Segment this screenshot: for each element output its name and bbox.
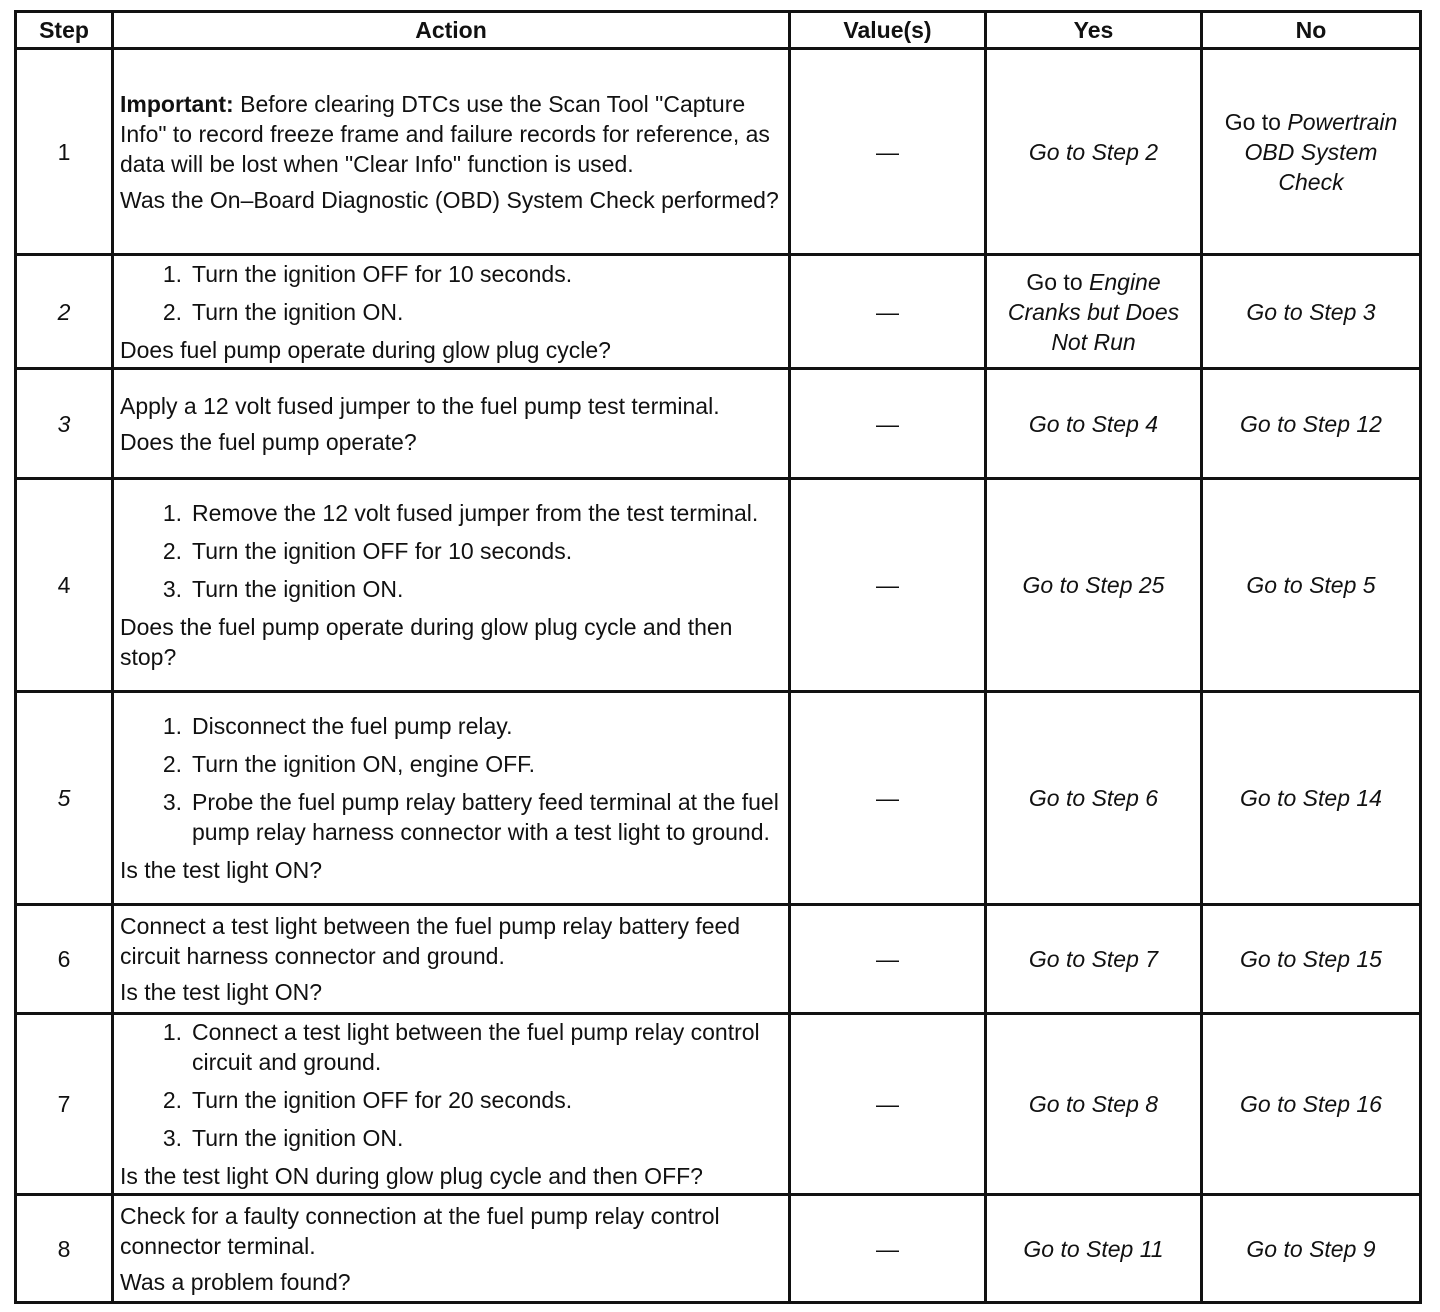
action-text: Check for a faulty connection at the fuel pump relay control connector terminal. <box>120 1202 720 1259</box>
action-list <box>120 498 782 604</box>
table-row-step-7 <box>16 1014 1421 1195</box>
value-cell: — <box>790 692 986 905</box>
list-item <box>120 711 782 741</box>
list-item <box>120 1123 782 1153</box>
action-cell <box>113 1195 790 1303</box>
yes-cell: Go to Step 6 <box>986 692 1202 905</box>
list-text: Remove the 12 volt fused jumper from the test terminal. <box>192 500 759 526</box>
list-text: Turn the ignition OFF for 10 seconds. <box>192 538 573 564</box>
action-cell <box>113 905 790 1014</box>
yes-prefix: Go to <box>1026 268 1090 295</box>
value-cell: — <box>790 479 986 692</box>
important-label: Important: <box>120 90 234 117</box>
no-cell <box>1202 49 1421 255</box>
list-item <box>120 574 782 604</box>
list-number: 2. <box>162 538 182 564</box>
action-cell <box>113 255 790 369</box>
header-action: Action <box>113 12 790 49</box>
list-number: 3. <box>162 1125 182 1151</box>
step-number: 8 <box>16 1195 113 1303</box>
list-item <box>120 259 782 289</box>
list-text: Turn the ignition ON, engine OFF. <box>192 751 536 777</box>
value-cell: — <box>790 49 986 255</box>
no-cell: Go to Step 9 <box>1202 1195 1421 1303</box>
action-note <box>120 89 782 179</box>
list-item <box>120 536 782 566</box>
header-no: No <box>1202 12 1421 49</box>
action-text: Apply a 12 volt fused jumper to the fuel pump test terminal. <box>120 392 720 419</box>
value-cell: — <box>790 1014 986 1195</box>
list-item <box>120 498 782 528</box>
yes-cell: Go to Step 25 <box>986 479 1202 692</box>
action-cell <box>113 49 790 255</box>
list-item <box>120 787 782 847</box>
header-values: Value(s) <box>790 12 986 49</box>
action-question: Does fuel pump operate during glow plug cycle? <box>120 336 611 363</box>
table-row-step-1 <box>16 49 1421 255</box>
list-number: 2. <box>162 1087 182 1113</box>
action-list <box>120 711 782 847</box>
list-number: 1. <box>162 260 182 287</box>
yes-cell <box>986 255 1202 369</box>
action-question: Was the On–Board Diagnostic (OBD) System Check performed? <box>120 186 779 213</box>
step-number: 1 <box>16 49 113 255</box>
step-number: 3 <box>16 369 113 479</box>
value-cell: — <box>790 1195 986 1303</box>
no-cell: Go to Step 3 <box>1202 255 1421 369</box>
yes-cell: Go to Step 4 <box>986 369 1202 479</box>
step-number: 4 <box>16 479 113 692</box>
yes-cell: Go to Step 11 <box>986 1195 1202 1303</box>
list-item <box>120 749 782 779</box>
table-row-step-2 <box>16 255 1421 369</box>
list-text: Turn the ignition OFF for 10 seconds. <box>192 260 573 287</box>
list-number: 2. <box>162 751 182 777</box>
diagnostic-table <box>14 10 1422 1304</box>
no-cell: Go to Step 5 <box>1202 479 1421 692</box>
header-yes: Yes <box>986 12 1202 49</box>
list-text: Connect a test light between the fuel pump relay control circuit and ground. <box>192 1019 760 1075</box>
action-list <box>120 259 782 327</box>
action-question: Does the fuel pump operate? <box>120 428 417 455</box>
action-question: Is the test light ON during glow plug cycle and then OFF? <box>120 1163 703 1189</box>
step-number: 5 <box>16 692 113 905</box>
no-cell: Go to Step 15 <box>1202 905 1421 1014</box>
list-item <box>120 297 782 327</box>
list-text: Turn the ignition OFF for 20 seconds. <box>192 1087 573 1113</box>
list-number: 1. <box>162 500 182 526</box>
yes-target: Engine Cranks but Does Not Run <box>1007 268 1180 355</box>
list-item <box>120 1085 782 1115</box>
step-number: 7 <box>16 1014 113 1195</box>
action-cell <box>113 1014 790 1195</box>
value-cell: — <box>790 255 986 369</box>
yes-cell: Go to Step 7 <box>986 905 1202 1014</box>
table-row-step-6 <box>16 905 1421 1014</box>
action-cell <box>113 369 790 479</box>
table-row-step-5 <box>16 692 1421 905</box>
list-text: Turn the ignition ON. <box>192 576 404 602</box>
table-row-step-3 <box>16 369 1421 479</box>
list-number: 3. <box>162 789 182 815</box>
list-number: 3. <box>162 576 182 602</box>
list-number: 1. <box>162 713 182 739</box>
no-prefix: Go to <box>1224 108 1288 135</box>
value-cell: — <box>790 369 986 479</box>
no-cell: Go to Step 12 <box>1202 369 1421 479</box>
action-list <box>120 1017 782 1153</box>
no-cell: Go to Step 14 <box>1202 692 1421 905</box>
important-text: Before clearing DTCs use the Scan Tool "Capture Info" to record freeze frame and failure records for reference, as data will be lost when "Clear Info" function is used. <box>120 90 770 177</box>
table-row-step-4 <box>16 479 1421 692</box>
list-item <box>120 1017 782 1077</box>
yes-cell: Go to Step 2 <box>986 49 1202 255</box>
action-question: Was a problem found? <box>120 1268 351 1295</box>
yes-cell: Go to Step 8 <box>986 1014 1202 1195</box>
header-step: Step <box>16 12 113 49</box>
list-text: Disconnect the fuel pump relay. <box>192 713 513 739</box>
action-question: Is the test light ON? <box>120 979 322 1005</box>
action-text: Connect a test light between the fuel pump relay battery feed circuit harness connector and ground. <box>120 913 741 969</box>
no-target: Powertrain OBD System Check <box>1244 108 1398 195</box>
step-number: 2 <box>16 255 113 369</box>
step-number: 6 <box>16 905 113 1014</box>
no-cell: Go to Step 16 <box>1202 1014 1421 1195</box>
list-text: Turn the ignition ON. <box>192 298 404 325</box>
list-number: 1. <box>162 1019 182 1045</box>
list-number: 2. <box>162 298 182 325</box>
list-text: Probe the fuel pump relay battery feed terminal at the fuel pump relay harness connector with a test light to ground. <box>192 789 779 845</box>
header-row <box>16 12 1421 49</box>
list-text: Turn the ignition ON. <box>192 1125 404 1151</box>
action-cell <box>113 692 790 905</box>
action-question: Does the fuel pump operate during glow plug cycle and then stop? <box>120 614 733 670</box>
table-row-step-8 <box>16 1195 1421 1303</box>
value-cell: — <box>790 905 986 1014</box>
action-cell <box>113 479 790 692</box>
action-question: Is the test light ON? <box>120 857 322 883</box>
